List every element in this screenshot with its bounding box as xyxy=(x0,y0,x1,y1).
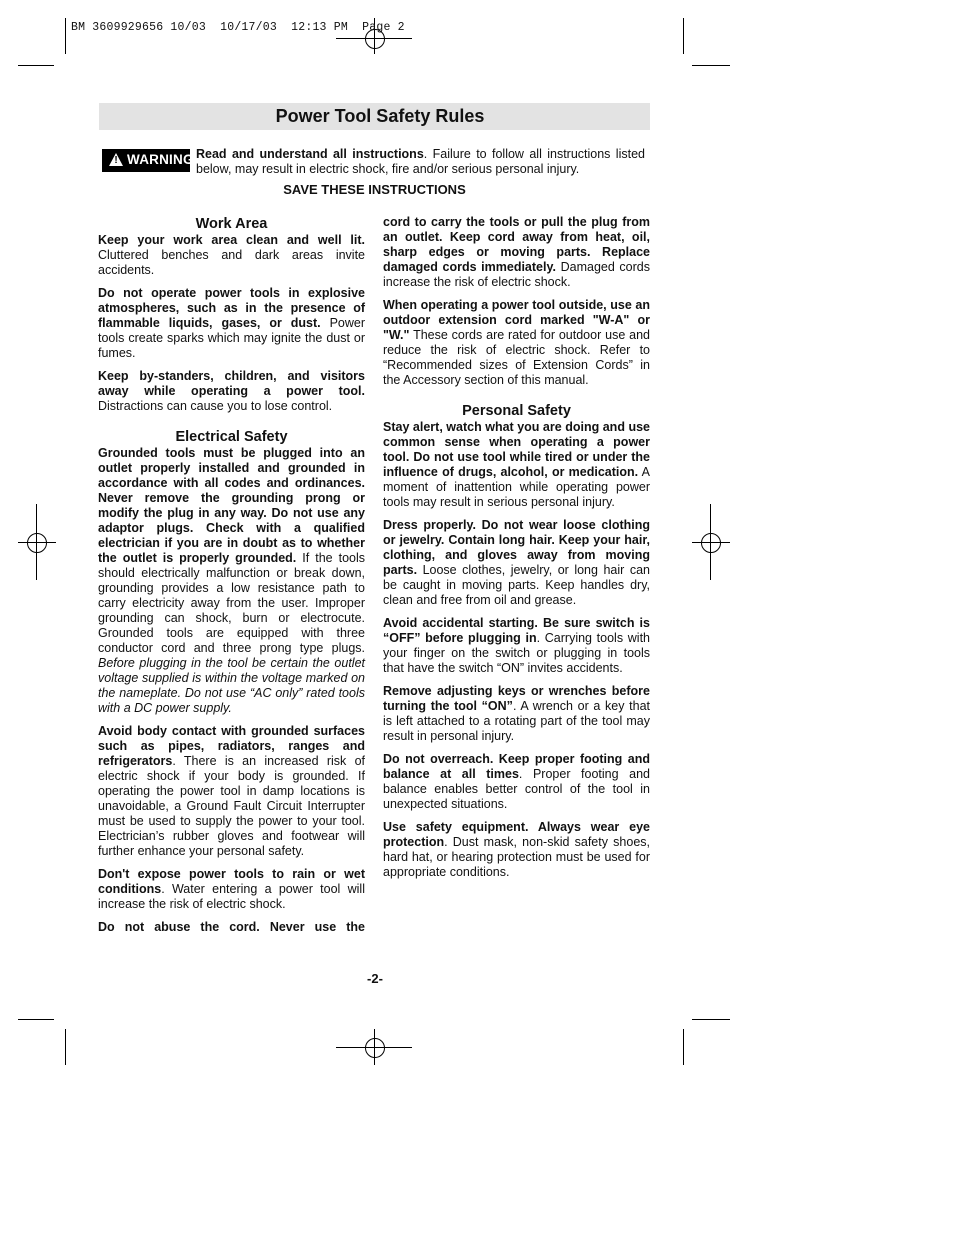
rule-personal-2: Dress properly. Do not wear loose clothing or jewelry. Contain long hair. Keep your hair, clothing, and gloves away from moving parts. Loose clothes, jewelry, or long hair can be caught in moving parts. Keep handles dry, clean and free from oil and grease. xyxy=(383,518,650,607)
crop-mark-top-right-v xyxy=(683,18,684,54)
rule-work-area-2: Do not operate power tools in explosive atmospheres, such as in the presence of flammable liquids, gases, or dust. Power tools create sparks which may ignite the dust or fumes. xyxy=(98,286,365,360)
rule-electrical-4-cont: cord to carry the tools or pull the plug from an outlet. Keep cord away from heat, oil, sharp edges or moving parts. Replace damaged cords immediately. Damaged cords increase the risk of electric shock. xyxy=(383,215,650,289)
rule-work-area-3: Keep by-standers, children, and visitors away while operating a power tool. Distractions can cause you to lose control. xyxy=(98,369,365,413)
printer-slug: BM 3609929656 10/03 10/17/03 12:13 PM Page 2 xyxy=(71,21,405,34)
crop-mark-bottom-left-v xyxy=(65,1029,66,1065)
rule-electrical-1: Grounded tools must be plugged into an outlet properly installed and grounded in accordance with all codes and ordinances. Never remove the grounding prong or modify the plug in any way. Do not use any adaptor plugs. Check with a qualified electrician if you are in doubt as to whether the outlet is properly grounded. If the tools should electrically malfunction or break down, grounding provides a low resistance path to carry electricity away from the user. Improper grounding can shock, burn or electrocute. Grounded tools are equipped with three conductor cord and three prong type plugs. Before plugging in the tool be certain the outlet voltage supplied is within the voltage marked on the nameplate. Do not use “AC only” rated tools with a DC power supply. xyxy=(98,446,366,715)
rule-personal-5: Do not overreach. Keep proper footing and balance at all times. Proper footing and balance enables better control of the tool in unexpected situations. xyxy=(383,752,650,811)
page-number: -2- xyxy=(367,971,383,986)
rule-personal-4: Remove adjusting keys or wrenches before turning the tool “ON”. A wrench or a key that is left attached to a rotating part of the tool may result in personal injury. xyxy=(383,684,650,743)
right-column xyxy=(383,215,650,888)
rule-personal-1: Stay alert, watch what you are doing and use common sense when operating a power tool. Do not use tool while tired or under the influence of drugs, alcohol, or medication. A moment of inattention while operating power tools may result in serious personal injury. xyxy=(383,420,651,509)
warning-badge xyxy=(102,149,194,172)
left-column xyxy=(98,215,365,935)
exclamation-icon: ! xyxy=(114,155,118,166)
rule-electrical-5: When operating a power tool outside, use an outdoor extension cord marked "W-A" or "W." These cords are rated for outdoor use and reduce the risk of electric shock. Refer to “Recommended sizes of Extension Cords” in the Accessory section of this manual. xyxy=(383,298,650,387)
crop-mark-top-right-h xyxy=(692,65,730,66)
save-instructions: SAVE THESE INSTRUCTIONS xyxy=(283,182,466,197)
rule-electrical-4-start: Do not abuse the cord. Never use the xyxy=(98,920,365,934)
heading-work-area: Work Area xyxy=(195,216,268,232)
warning-lead: Read and understand all instructions xyxy=(196,147,424,161)
rule-personal-6: Use safety equipment. Always wear eye protection. Dust mask, non-skid safety shoes, hard hat, or hearing protection must be used for appropriate conditions. xyxy=(383,820,650,879)
crop-mark-bottom-left-h xyxy=(18,1019,54,1020)
rule-electrical-3: Don't expose power tools to rain or wet conditions. Water entering a power tool will increase the risk of electric shock. xyxy=(98,867,365,911)
crop-mark-bottom-right-h xyxy=(692,1019,730,1020)
crop-mark-top-left-h xyxy=(18,65,54,66)
page-title: Power Tool Safety Rules xyxy=(275,106,485,126)
rule-electrical-2: Avoid body contact with grounded surfaces such as pipes, radiators, ranges and refrigerators. There is an increased risk of electric shock if your body is grounded. If operating the power tool in damp locations is unavoidable, a Ground Fault Circuit Interrupter must be used to supply the power to your tool. Electrician’s rubber gloves and footwear will further enhance your personal safety. xyxy=(98,724,365,858)
crop-mark-bottom-right-v xyxy=(683,1029,684,1065)
rule-work-area-1: Keep your work area clean and well lit. Cluttered benches and dark areas invite accidents. xyxy=(98,233,365,277)
heading-electrical-safety: Electrical Safety xyxy=(175,429,288,445)
warning-body: . Failure to follow all instructions listed below, may result in electric shock, fire and/or serious personal injury. xyxy=(196,147,645,176)
rule-personal-3: Avoid accidental starting. Be sure switch is “OFF” before plugging in. Carrying tools with your finger on the switch or plugging in tools that have the switch “ON” invites accidents. xyxy=(383,616,650,675)
crop-mark-top-left-v xyxy=(65,18,66,54)
heading-personal-safety: Personal Safety xyxy=(462,403,571,419)
warning-text xyxy=(196,147,645,177)
warning-label: WARNING xyxy=(127,152,194,167)
